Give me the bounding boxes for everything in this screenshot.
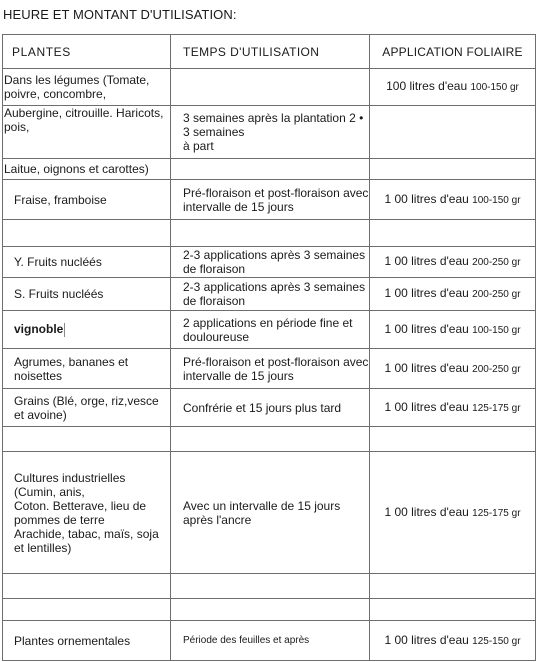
application-dose: 125-150 gr bbox=[472, 635, 521, 647]
application-cell bbox=[370, 220, 536, 247]
table-row bbox=[3, 599, 536, 621]
plant-cell: Y. Fruits nucléés bbox=[3, 247, 171, 278]
time-cell: Pré-floraison et post-floraison avec intervalle de 15 jours bbox=[171, 349, 370, 389]
time-cell: Période des feuilles et après bbox=[171, 621, 370, 661]
plant-cell: Agrumes, bananes et noisettes bbox=[3, 349, 171, 389]
table-row bbox=[3, 427, 536, 452]
application-dose: 100-150 gr bbox=[472, 324, 521, 336]
application-cell bbox=[370, 247, 536, 278]
application-cell bbox=[370, 106, 536, 159]
application-volume: 100 litres d'eau bbox=[386, 79, 468, 93]
application-cell bbox=[370, 621, 536, 661]
time-cell: 2-3 applications après 3 semaines de floraison bbox=[171, 247, 370, 278]
application-cell bbox=[370, 69, 536, 106]
table-row bbox=[3, 349, 536, 389]
plant-cell: Fraise, framboise bbox=[3, 180, 171, 220]
application-dose: 200-250 gr bbox=[472, 289, 521, 300]
table-row bbox=[3, 106, 536, 159]
header-plantes: PLANTES bbox=[3, 35, 171, 69]
plant-cell bbox=[3, 574, 171, 599]
application-cell bbox=[370, 311, 536, 349]
application-dose: 125-175 gr bbox=[472, 402, 521, 414]
application-dose: 100-150 gr bbox=[470, 82, 519, 93]
time-cell bbox=[171, 220, 370, 247]
plant-cell: Plantes ornementales bbox=[3, 621, 171, 661]
table-header-row bbox=[3, 35, 536, 69]
plant-cell bbox=[3, 599, 171, 621]
plant-cell: Cultures industrielles (Cumin, anis, Coton. Betterave, lieu de pommes de terre Arachide, tabac, maïs, soja et lentilles) bbox=[3, 452, 171, 574]
header-temps: TEMPS D'UTILISATION bbox=[171, 35, 370, 69]
plant-cell: Aubergine, citrouille. Haricots, pois, bbox=[3, 106, 171, 159]
application-volume: 1 00 litres d'eau bbox=[384, 399, 469, 414]
time-cell: Avec un intervalle de 15 jours après l'ancre bbox=[171, 452, 370, 574]
table-row bbox=[3, 621, 536, 661]
application-cell bbox=[370, 349, 536, 389]
time-cell: 3 semaines après la plantation 2 • 3 semaines à part bbox=[171, 106, 370, 159]
application-cell bbox=[370, 389, 536, 427]
application-volume: 1 00 litres d'eau bbox=[384, 191, 469, 206]
application-volume: 1 00 litres d'eau bbox=[384, 321, 469, 336]
table-row bbox=[3, 452, 536, 574]
plant-cell bbox=[3, 427, 171, 452]
application-volume: 1 00 litres d'eau bbox=[384, 632, 469, 647]
time-cell: 2-3 applications après 3 semaines de floraison bbox=[171, 278, 370, 311]
time-cell bbox=[171, 159, 370, 180]
application-cell bbox=[370, 452, 536, 574]
plant-cell: Grains (Blé, orge, riz,vesce et avoine) bbox=[3, 389, 171, 427]
table-row bbox=[3, 574, 536, 599]
application-cell bbox=[370, 599, 536, 621]
time-cell bbox=[171, 574, 370, 599]
application-dose: 100-150 gr bbox=[472, 194, 521, 206]
table-row bbox=[3, 389, 536, 427]
time-cell: 2 applications en période fine et douloureuse bbox=[171, 311, 370, 349]
usage-table bbox=[2, 34, 536, 661]
plant-cell bbox=[3, 220, 171, 247]
table-row bbox=[3, 220, 536, 247]
table-row bbox=[3, 311, 536, 349]
table-row bbox=[3, 278, 536, 311]
application-volume: 1 00 litres d'eau bbox=[384, 360, 469, 375]
time-cell bbox=[171, 427, 370, 452]
plant-cell: S. Fruits nucléés bbox=[3, 278, 171, 311]
table-row bbox=[3, 159, 536, 180]
application-cell bbox=[370, 180, 536, 220]
time-cell: Confrérie et 15 jours plus tard bbox=[171, 389, 370, 427]
table-row bbox=[3, 247, 536, 278]
plant-name: vignoble bbox=[14, 322, 64, 337]
application-dose: 200-250 gr bbox=[472, 363, 521, 375]
application-volume: 1 00 litres d'eau bbox=[384, 254, 469, 268]
application-cell bbox=[370, 574, 536, 599]
plant-cell: Laitue, oignons et carottes) bbox=[3, 159, 171, 180]
page-title: HEURE ET MONTANT D'UTILISATION: bbox=[3, 7, 237, 22]
plant-cell bbox=[3, 311, 171, 349]
table-row bbox=[3, 69, 536, 106]
time-cell bbox=[171, 69, 370, 106]
header-application: APPLICATION FOLIAIRE bbox=[370, 35, 536, 69]
application-volume: 1 00 litres d'eau bbox=[384, 286, 469, 300]
application-dose: 200-250 gr bbox=[472, 257, 521, 268]
plant-cell: Dans les légumes (Tomate, poivre, concombre, bbox=[3, 69, 171, 106]
text-cursor bbox=[64, 323, 65, 337]
application-volume: 1 00 litres d'eau bbox=[384, 504, 469, 519]
table-row bbox=[3, 180, 536, 220]
time-cell: Pré-floraison et post-floraison avec intervalle de 15 jours bbox=[171, 180, 370, 220]
application-dose: 125-175 gr bbox=[472, 507, 521, 519]
time-cell bbox=[171, 599, 370, 621]
application-cell bbox=[370, 278, 536, 311]
application-cell bbox=[370, 159, 536, 180]
application-cell bbox=[370, 427, 536, 452]
